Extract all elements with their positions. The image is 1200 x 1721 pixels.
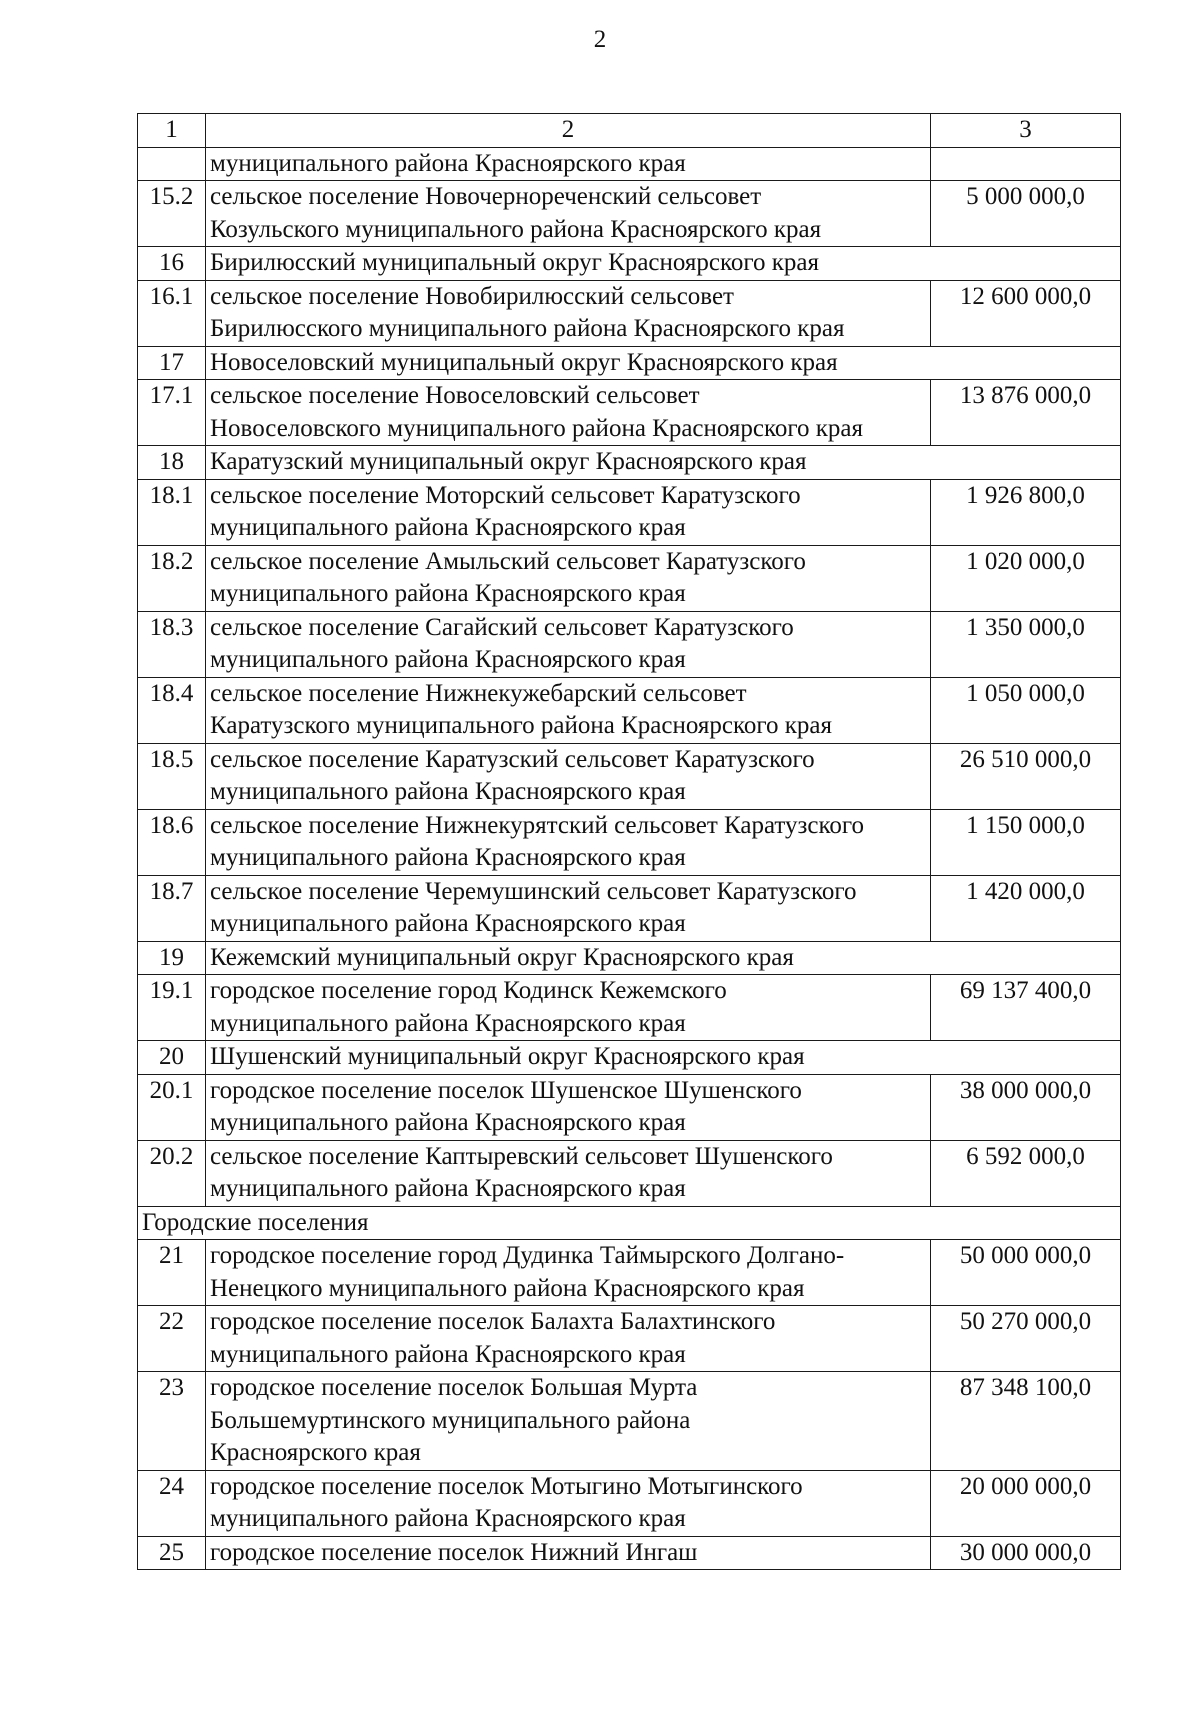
column-header-number: 1: [138, 114, 206, 148]
continuation-row: [138, 147, 1121, 181]
section-title: Городские поселения: [138, 1206, 1121, 1240]
settlement-name: сельское поселение Черемушинский сельсовет Каратузского муниципального района Красноярского края: [206, 875, 931, 941]
amount-value: 1 926 800,0: [931, 479, 1121, 545]
amount-value: 6 592 000,0: [931, 1140, 1121, 1206]
amount-value: 1 150 000,0: [931, 809, 1121, 875]
row-number: 18: [138, 446, 206, 480]
table-row: [138, 181, 1121, 247]
row-number: 25: [138, 1536, 206, 1570]
amount-value: 1 350 000,0: [931, 611, 1121, 677]
group-row: [138, 247, 1121, 281]
table-body: [138, 114, 1121, 1570]
allocation-table: [137, 113, 1121, 1570]
group-row: [138, 446, 1121, 480]
column-header-amount: 3: [931, 114, 1121, 148]
settlement-name: городское поселение поселок Большая Мурта Большемуртинского муниципального района Красноярского края: [206, 1372, 931, 1471]
row-number: 19: [138, 941, 206, 975]
settlement-name: городское поселение город Дудинка Таймырского Долгано- Ненецкого муниципального района Красноярского края: [206, 1240, 931, 1306]
row-number: [138, 147, 206, 181]
page-number: 2: [593, 26, 607, 53]
group-name: Кежемский муниципальный округ Красноярского края: [206, 941, 1121, 975]
table-header-row: [138, 114, 1121, 148]
row-number: 21: [138, 1240, 206, 1306]
group-name: Каратузский муниципальный округ Красноярского края: [206, 446, 1121, 480]
amount-value: 69 137 400,0: [931, 975, 1121, 1041]
table-row: [138, 1240, 1121, 1306]
group-name: Шушенский муниципальный округ Красноярского края: [206, 1041, 1121, 1075]
group-row: [138, 941, 1121, 975]
table-row: [138, 479, 1121, 545]
table-row: [138, 975, 1121, 1041]
row-number: 18.6: [138, 809, 206, 875]
table-row: [138, 1074, 1121, 1140]
table-row: [138, 1140, 1121, 1206]
row-number: 20.2: [138, 1140, 206, 1206]
table-row: [138, 1470, 1121, 1536]
row-number: 24: [138, 1470, 206, 1536]
amount-value: 1 050 000,0: [931, 677, 1121, 743]
amount-value: 26 510 000,0: [931, 743, 1121, 809]
settlement-name: городское поселение город Кодинск Кежемского муниципального района Красноярского края: [206, 975, 931, 1041]
group-name: Бирилюсский муниципальный округ Красноярского края: [206, 247, 1121, 281]
settlement-name: сельское поселение Каратузский сельсовет Каратузского муниципального района Красноярского края: [206, 743, 931, 809]
amount-value: [931, 147, 1121, 181]
settlement-name: городское поселение поселок Нижний Ингаш: [206, 1536, 931, 1570]
settlement-name: городское поселение поселок Балахта Балахтинского муниципального района Красноярского края: [206, 1306, 931, 1372]
row-number: 22: [138, 1306, 206, 1372]
row-number: 20.1: [138, 1074, 206, 1140]
group-name: Новоселовский муниципальный округ Красноярского края: [206, 346, 1121, 380]
row-number: 18.5: [138, 743, 206, 809]
amount-value: 20 000 000,0: [931, 1470, 1121, 1536]
settlement-name: сельское поселение Новобирилюсский сельсовет Бирилюсского муниципального района Красноярского края: [206, 280, 931, 346]
settlement-name: сельское поселение Нижнекурятский сельсовет Каратузского муниципального района Красноярского края: [206, 809, 931, 875]
settlement-name: сельское поселение Новоселовский сельсовет Новоселовского муниципального района Красноярского края: [206, 380, 931, 446]
row-number: 18.7: [138, 875, 206, 941]
settlement-name: сельское поселение Амыльский сельсовет Каратузского муниципального района Красноярского края: [206, 545, 931, 611]
row-number: 18.4: [138, 677, 206, 743]
settlement-name: городское поселение поселок Мотыгино Мотыгинского муниципального района Красноярского края: [206, 1470, 931, 1536]
table-row: [138, 380, 1121, 446]
amount-value: 13 876 000,0: [931, 380, 1121, 446]
table-row: [138, 280, 1121, 346]
group-row: [138, 346, 1121, 380]
table-row: [138, 875, 1121, 941]
row-number: 15.2: [138, 181, 206, 247]
table-row: [138, 809, 1121, 875]
amount-value: 5 000 000,0: [931, 181, 1121, 247]
row-number: 18.1: [138, 479, 206, 545]
settlement-name: городское поселение поселок Шушенское Шушенского муниципального района Красноярского края: [206, 1074, 931, 1140]
amount-value: 87 348 100,0: [931, 1372, 1121, 1471]
table-row: [138, 611, 1121, 677]
column-header-name: 2: [206, 114, 931, 148]
row-number: 17: [138, 346, 206, 380]
amount-value: 12 600 000,0: [931, 280, 1121, 346]
amount-value: 1 420 000,0: [931, 875, 1121, 941]
table-row: [138, 545, 1121, 611]
settlement-name: сельское поселение Каптыревский сельсовет Шушенского муниципального района Красноярского края: [206, 1140, 931, 1206]
row-number: 19.1: [138, 975, 206, 1041]
amount-value: 50 000 000,0: [931, 1240, 1121, 1306]
table-row: [138, 743, 1121, 809]
settlement-name: сельское поселение Моторский сельсовет Каратузского муниципального района Красноярского края: [206, 479, 931, 545]
group-row: [138, 1041, 1121, 1075]
settlement-name: сельское поселение Нижнекужебарский сельсовет Каратузского муниципального района Красноярского края: [206, 677, 931, 743]
amount-value: 30 000 000,0: [931, 1536, 1121, 1570]
amount-value: 1 020 000,0: [931, 545, 1121, 611]
table-row: [138, 1372, 1121, 1471]
row-number: 16: [138, 247, 206, 281]
amount-value: 50 270 000,0: [931, 1306, 1121, 1372]
section-row: [138, 1206, 1121, 1240]
row-number: 23: [138, 1372, 206, 1471]
amount-value: 38 000 000,0: [931, 1074, 1121, 1140]
row-number: 18.3: [138, 611, 206, 677]
settlement-name: муниципального района Красноярского края: [206, 147, 931, 181]
row-number: 20: [138, 1041, 206, 1075]
row-number: 17.1: [138, 380, 206, 446]
settlement-name: сельское поселение Сагайский сельсовет Каратузского муниципального района Красноярского края: [206, 611, 931, 677]
table-row: [138, 1306, 1121, 1372]
settlement-name: сельское поселение Новочернореченский сельсовет Козульского муниципального района Красноярского края: [206, 181, 931, 247]
table-row: [138, 1536, 1121, 1570]
table-row: [138, 677, 1121, 743]
row-number: 16.1: [138, 280, 206, 346]
row-number: 18.2: [138, 545, 206, 611]
